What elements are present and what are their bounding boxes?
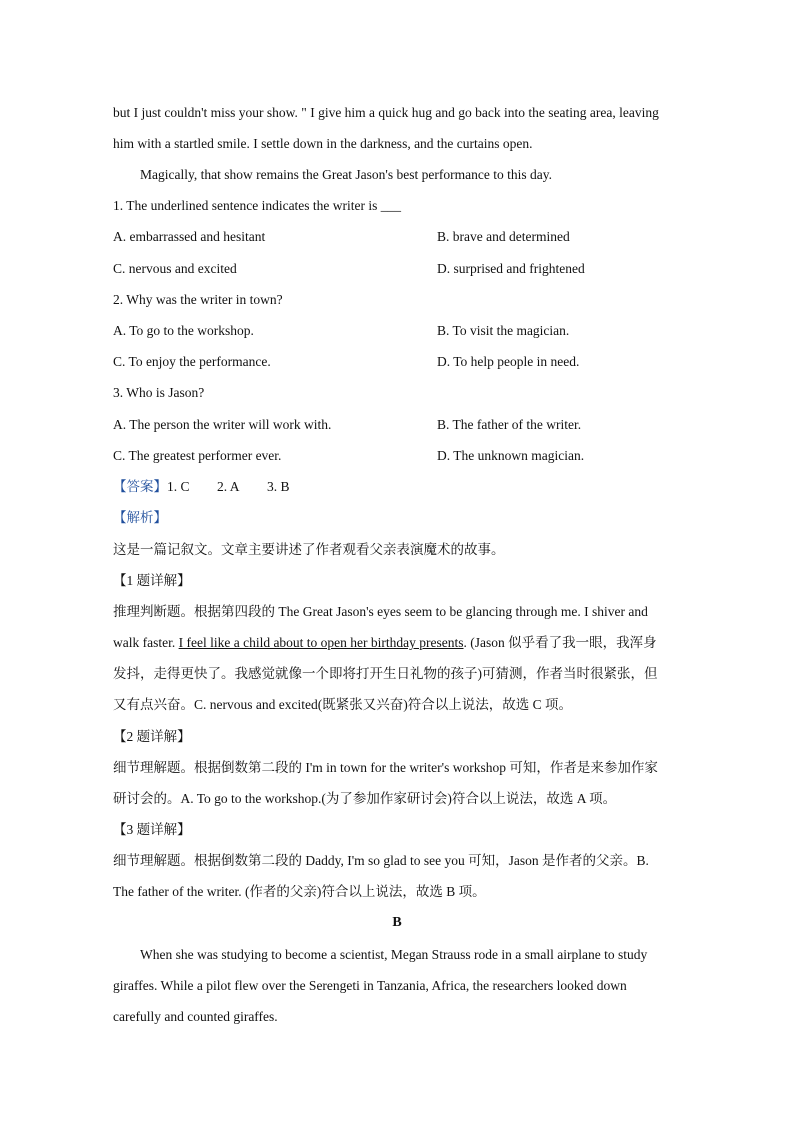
- passage-line: but I just couldn't miss your show. " I give him a quick hug and go back into the seating area, leaving: [113, 105, 659, 120]
- option-c: C. To enjoy the performance.: [113, 354, 271, 369]
- option-b: B. brave and determined: [437, 229, 570, 244]
- q1-detail-line: 推理判断题。根据第四段的 The Great Jason's eyes seem to be glancing through me. I shiver and: [113, 604, 648, 619]
- question-stem: 2. Why was the writer in town?: [113, 292, 283, 307]
- q3-detail-line: The father of the writer. (作者的父亲)符合以上说法，故选 B 项。: [113, 884, 486, 899]
- option-a: A. To go to the workshop.: [113, 323, 254, 338]
- answer-2: 2. A: [217, 479, 240, 494]
- option-b: B. To visit the magician.: [437, 323, 570, 338]
- option-d: D. surprised and frightened: [437, 261, 585, 276]
- q1-text: . (Jason 似乎看了我一眼，我浑身: [463, 635, 657, 650]
- q3-detail-label: 【3 题详解】: [113, 822, 191, 837]
- analysis-summary: 这是一篇记叙文。文章主要讲述了作者观看父亲表演魔术的故事。: [113, 542, 505, 557]
- option-c: C. nervous and excited: [113, 261, 237, 276]
- underlined-sentence: I feel like a child about to open her birthday presents: [178, 635, 464, 650]
- passage-line: Magically, that show remains the Great Jason's best performance to this day.: [140, 167, 552, 182]
- option-c: C. The greatest performer ever.: [113, 448, 282, 463]
- option-a: A. The person the writer will work with.: [113, 417, 332, 432]
- option-d: D. The unknown magician.: [437, 448, 585, 463]
- question-stem: 3. Who is Jason?: [113, 385, 205, 400]
- question-stem: 1. The underlined sentence indicates the writer is ___: [113, 198, 402, 213]
- q2-detail-label: 【2 题详解】: [113, 729, 191, 744]
- passage-b-line: giraffes. While a pilot flew over the Serengeti in Tanzania, Africa, the researchers looked down: [113, 978, 627, 993]
- q1-detail-label: 【1 题详解】: [113, 573, 191, 588]
- q1-detail-line: [113, 634, 657, 652]
- answer-1: 1. C: [167, 479, 190, 494]
- option-d: D. To help people in need.: [437, 354, 580, 369]
- option-a: A. embarrassed and hesitant: [113, 229, 266, 244]
- answer-label: 【答案】: [113, 479, 167, 494]
- q2-detail-line: 细节理解题。根据倒数第二段的 I'm in town for the writer's workshop 可知，作者是来参加作家: [113, 760, 658, 775]
- passage-b-line: carefully and counted giraffes.: [113, 1009, 278, 1024]
- answer-3: 3. B: [267, 479, 290, 494]
- passage-b-line: When she was studying to become a scientist, Megan Strauss rode in a small airplane to study: [140, 947, 648, 962]
- analysis-label: 【解析】: [113, 510, 167, 525]
- q2-detail-line: 研讨会的。A. To go to the workshop.(为了参加作家研讨会)符合以上说法，故选 A 项。: [113, 791, 617, 806]
- q1-detail-line: 发抖，走得更快了。我感觉就像一个即将打开生日礼物的孩子)可猜测，作者当时很紧张，但: [113, 666, 658, 681]
- q3-detail-line: 细节理解题。根据倒数第二段的 Daddy, I'm so glad to see you 可知，Jason 是作者的父亲。B.: [113, 853, 649, 868]
- q1-text: walk faster.: [113, 635, 179, 650]
- answer-line: [113, 478, 290, 496]
- section-heading: B: [392, 915, 402, 930]
- passage-line: him with a startled smile. I settle down in the darkness, and the curtains open.: [113, 136, 533, 151]
- q1-detail-line: 又有点兴奋。C. nervous and excited(既紧张又兴奋)符合以上说法，故选 C 项。: [113, 697, 572, 712]
- option-b: B. The father of the writer.: [437, 417, 582, 432]
